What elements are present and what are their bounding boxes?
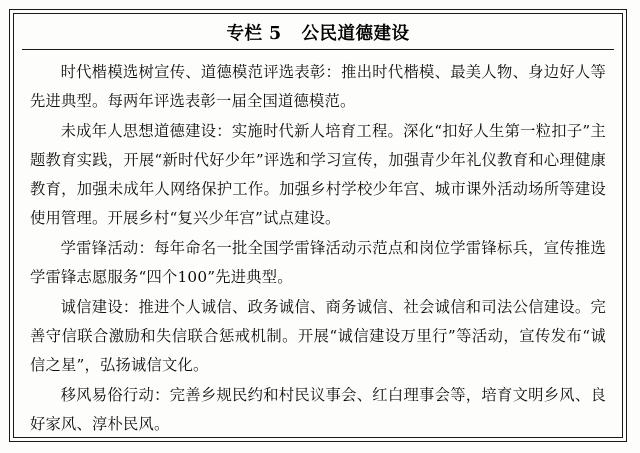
paragraph: 诚信建设：推进个人诚信、政务诚信、商务诚信、社会诚信和司法公信建设。完善守信联合激励和失信联合惩戒机制。开展“诚信建设万里行”等活动，宣传发布“诚信之星”，弘扬诚信文化。 (30, 298, 606, 374)
paragraph: 学雷锋活动：每年命名一批全国学雷锋活动示范点和岗位学雷锋标兵，宣传推选学雷锋志愿服务“四个100”先进典型。 (30, 239, 606, 286)
paragraph: 时代楷模选树宣传、道德模范评选表彰：推出时代楷模、最美人物、身边好人等先进典型。每两年评选表彰一届全国道德模范。 (30, 63, 606, 110)
column-box-inner-border (13, 13, 623, 438)
title-divider (22, 49, 614, 50)
page-title: 专栏 5 公民道德建设 (226, 23, 410, 44)
paragraph: 未成年人思想道德建设：实施时代新人培育工程。深化“扣好人生第一粒扣子”主题教育实践，开展“新时代好少年”评选和学习宣传，加强青少年礼仪教育和心理健康教育，加强未成年人网络保护工作。加强乡村学校少年宫、城市课外活动场所等建设使用管理。开展乡村“复兴少年宫”试点建设。 (30, 122, 606, 227)
column-body (14, 50, 622, 439)
paragraph: 移风易俗行动：完善乡规民约和村民议事会、红白理事会等，培育文明乡风、良好家风、淳朴民风。 (30, 386, 606, 433)
column-title-area (14, 14, 622, 50)
column-box-outer-border (9, 9, 627, 442)
